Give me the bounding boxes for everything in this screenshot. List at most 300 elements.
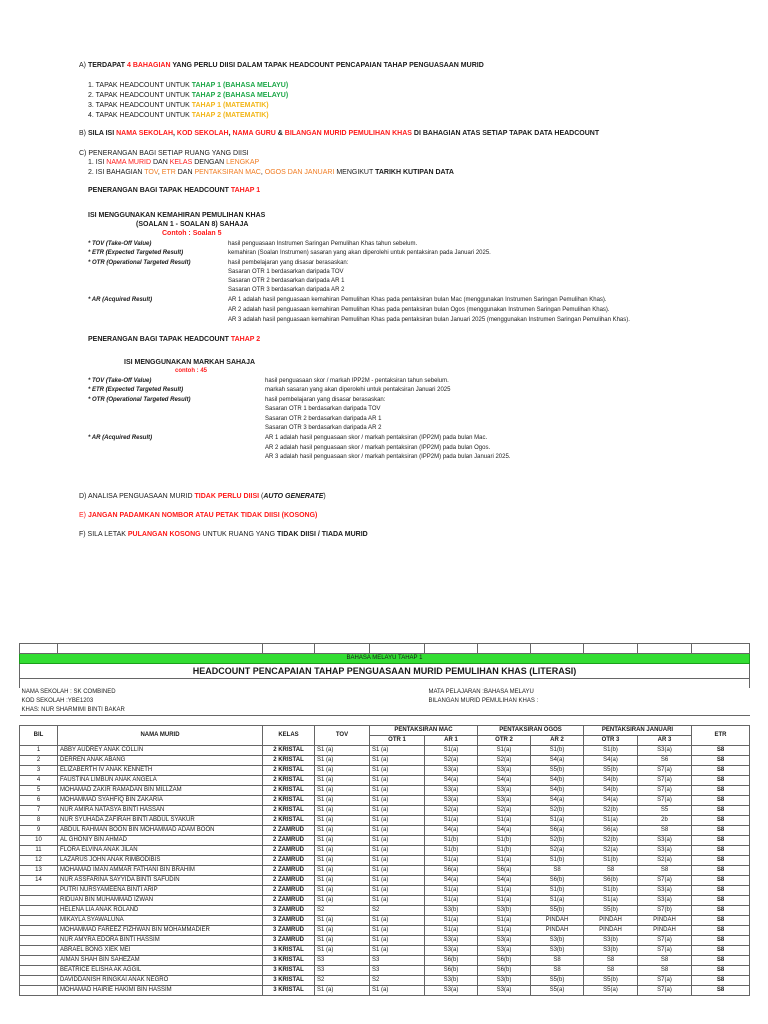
cell-etr[interactable]: S8 [692, 836, 750, 846]
cell-kelas[interactable]: 2 KRISTAL [263, 776, 315, 786]
cell-bil[interactable] [20, 926, 58, 936]
cell-otr2[interactable]: S3(a) [478, 786, 531, 796]
cell-ar1[interactable]: S1(a) [425, 856, 478, 866]
cell-ar1[interactable]: S4(a) [425, 776, 478, 786]
cell-bil[interactable]: 6 [20, 796, 58, 806]
cell-otr2[interactable]: S3(a) [478, 766, 531, 776]
cell-etr[interactable]: S8 [692, 786, 750, 796]
cell-tov[interactable]: S1 (a) [315, 986, 370, 996]
cell-nama-murid[interactable]: ABRAEL BONG XIEK MEI [58, 946, 263, 956]
cell-tov[interactable]: S1 (a) [315, 866, 370, 876]
cell-otr3[interactable]: S5(a) [584, 986, 638, 996]
cell-kelas[interactable]: 3 KRISTAL [263, 976, 315, 986]
cell-otr1[interactable]: S2 [370, 976, 425, 986]
cell-etr[interactable]: S8 [692, 866, 750, 876]
cell-nama-murid[interactable]: AL GHONIY BIN AHMAD [58, 836, 263, 846]
cell-nama-murid[interactable]: BEATRICE ELISHA AK AGGIL [58, 966, 263, 976]
cell-ar1[interactable]: S3(b) [425, 906, 478, 916]
cell-ar2[interactable]: S6(a) [531, 826, 584, 836]
cell-otr3[interactable]: S1(b) [584, 886, 638, 896]
cell-otr2[interactable]: S4(a) [478, 826, 531, 836]
cell-ar1[interactable]: S1(a) [425, 916, 478, 926]
cell-ar2[interactable]: S5(b) [531, 766, 584, 776]
cell-nama-murid[interactable]: LAZARUS JOHN ANAK RIMBODIBIS [58, 856, 263, 866]
cell-ar3[interactable]: S8 [638, 866, 692, 876]
cell-etr[interactable]: S8 [692, 986, 750, 996]
cell-ar3[interactable]: 2b [638, 816, 692, 826]
cell-otr3[interactable]: S5(b) [584, 906, 638, 916]
cell-otr3[interactable]: S4(a) [584, 756, 638, 766]
cell-otr2[interactable]: S2(a) [478, 806, 531, 816]
cell-bil[interactable]: 9 [20, 826, 58, 836]
cell-ar3[interactable]: S3(a) [638, 836, 692, 846]
cell-ar3[interactable]: S7(a) [638, 776, 692, 786]
cell-etr[interactable]: S8 [692, 946, 750, 956]
cell-tov[interactable]: S1 (a) [315, 826, 370, 836]
cell-ar1[interactable]: S1(a) [425, 746, 478, 756]
cell-nama-murid[interactable]: NUR ASSFARINA SAYYIDA BINTI SAFUDIN [58, 876, 263, 886]
cell-ar3[interactable]: S7(a) [638, 766, 692, 776]
cell-bil[interactable] [20, 986, 58, 996]
cell-tov[interactable]: S1 (a) [315, 756, 370, 766]
tahap1-ar-key: * AR (Acquired Result) [88, 297, 153, 303]
cell-nama-murid[interactable]: ABDUL RAHMAN BOON BIN MOHAMMAD ADAM BOON [58, 826, 263, 836]
cell-otr3[interactable]: S1(b) [584, 746, 638, 756]
cell-tov[interactable]: S1 (a) [315, 746, 370, 756]
cell-ar3[interactable]: S7(a) [638, 946, 692, 956]
cell-ar2[interactable]: S2(a) [531, 846, 584, 856]
cell-tov[interactable]: S1 (a) [315, 796, 370, 806]
cell-tov[interactable]: S1 (a) [315, 816, 370, 826]
cell-nama-murid[interactable]: FLORA ELVINA ANAK JILAN [58, 846, 263, 856]
cell-kelas[interactable]: 3 KRISTAL [263, 966, 315, 976]
cell-bil[interactable]: 10 [20, 836, 58, 846]
cell-otr1[interactable]: S1 (a) [370, 936, 425, 946]
header-tov[interactable]: TOV [315, 726, 370, 746]
cell-ar3[interactable]: S7(a) [638, 936, 692, 946]
cell-ar3[interactable]: S3(a) [638, 886, 692, 896]
cell-ar3[interactable]: S7(a) [638, 976, 692, 986]
cell-tov[interactable]: S1 (a) [315, 946, 370, 956]
cell-otr3[interactable]: S2(a) [584, 846, 638, 856]
cell-bil[interactable] [20, 966, 58, 976]
cell-nama-murid[interactable]: RIDUAN BIN MUHAMMAD IZWAN [58, 896, 263, 906]
cell-bil[interactable] [20, 946, 58, 956]
cell-kelas[interactable]: 3 KRISTAL [263, 986, 315, 996]
header-nama-murid[interactable]: NAMA MURID [58, 726, 263, 746]
header-otr3[interactable]: OTR 3 [584, 736, 638, 746]
cell-otr2[interactable]: S1(a) [478, 896, 531, 906]
cell-etr[interactable]: S8 [692, 756, 750, 766]
cell-kelas[interactable]: 3 ZAMRUD [263, 936, 315, 946]
cell-etr[interactable]: S8 [692, 846, 750, 856]
cell-otr3[interactable]: S6(a) [584, 826, 638, 836]
cell-ar2[interactable]: S8 [531, 866, 584, 876]
cell-bil[interactable]: 5 [20, 786, 58, 796]
cell-ar3[interactable]: PINDAH [638, 926, 692, 936]
cell-bil[interactable]: 13 [20, 866, 58, 876]
cell-bil[interactable]: 3 [20, 766, 58, 776]
cell-otr3[interactable]: S1(a) [584, 816, 638, 826]
cell-ar3[interactable]: S7(a) [638, 876, 692, 886]
cell-otr1[interactable]: S1 (a) [370, 896, 425, 906]
cell-tov[interactable]: S1 (a) [315, 916, 370, 926]
cell-ar2[interactable]: S1(a) [531, 896, 584, 906]
cell-etr[interactable]: S8 [692, 906, 750, 916]
cell-tov[interactable]: S3 [315, 966, 370, 976]
cell-nama-murid[interactable]: NUR AMYRA EDORA BINTI HASSIM [58, 936, 263, 946]
cell-etr[interactable]: S8 [692, 956, 750, 966]
cell-tov[interactable]: S1 (a) [315, 786, 370, 796]
cell-kelas[interactable]: 2 ZAMRUD [263, 866, 315, 876]
cell-etr[interactable]: S8 [692, 796, 750, 806]
cell-otr2[interactable]: S4(a) [478, 876, 531, 886]
cell-ar2[interactable]: S8 [531, 956, 584, 966]
cell-ar3[interactable]: S8 [638, 826, 692, 836]
header-ar1[interactable]: AR 1 [425, 736, 478, 746]
teacher-cell[interactable]: KHAS: NUR SHARMIMI BINTI BAKAR [21, 707, 125, 713]
cell-ar1[interactable]: S4(a) [425, 876, 478, 886]
cell-otr3[interactable]: S1(b) [584, 856, 638, 866]
cell-ar1[interactable]: S3(a) [425, 946, 478, 956]
header-otr1[interactable]: OTR 1 [370, 736, 425, 746]
cell-otr2[interactable]: S1(a) [478, 926, 531, 936]
cell-ar2[interactable]: S2(b) [531, 836, 584, 846]
cell-ar1[interactable]: S2(a) [425, 756, 478, 766]
cell-nama-murid[interactable]: MOHAMMAD SYAHFIQ BIN ZAKARIA [58, 796, 263, 806]
cell-otr1[interactable]: S3 [370, 966, 425, 976]
cell-kelas[interactable]: 2 ZAMRUD [263, 876, 315, 886]
cell-otr2[interactable]: S1(a) [478, 886, 531, 896]
cell-etr[interactable]: S8 [692, 916, 750, 926]
cell-etr[interactable]: S8 [692, 976, 750, 986]
cell-ar1[interactable]: S3(a) [425, 796, 478, 806]
cell-otr1[interactable]: S1 (a) [370, 986, 425, 996]
cell-otr2[interactable]: S3(b) [478, 976, 531, 986]
cell-tov[interactable]: S3 [315, 956, 370, 966]
cell-kelas[interactable]: 2 KRISTAL [263, 746, 315, 756]
cell-otr1[interactable]: S1 (a) [370, 746, 425, 756]
cell-ar1[interactable]: S6(b) [425, 966, 478, 976]
cell-ar3[interactable]: S7(b) [638, 906, 692, 916]
student-count-cell[interactable]: BILANGAN MURID PEMULIHAN KHAS : [428, 698, 539, 704]
cell-kelas[interactable]: 2 ZAMRUD [263, 886, 315, 896]
cell-ar3[interactable]: PINDAH [638, 916, 692, 926]
cell-ar2[interactable]: S5(a) [531, 986, 584, 996]
cell-tov[interactable]: S1 (a) [315, 936, 370, 946]
cell-bil[interactable]: 1 [20, 746, 58, 756]
cell-otr2[interactable]: S1(a) [478, 746, 531, 756]
cell-ar2[interactable]: S5(b) [531, 906, 584, 916]
cell-kelas[interactable]: 2 KRISTAL [263, 756, 315, 766]
cell-otr3[interactable]: S8 [584, 866, 638, 876]
cell-ar2[interactable]: S1(b) [531, 886, 584, 896]
cell-otr3[interactable]: S2(b) [584, 836, 638, 846]
cell-otr3[interactable]: S8 [584, 966, 638, 976]
cell-otr3[interactable]: S2(b) [584, 806, 638, 816]
cell-ar3[interactable]: S6 [638, 756, 692, 766]
cell-nama-murid[interactable]: MOHAMAD HAIRIE HAKIMI BIN HASSIM [58, 986, 263, 996]
table-row [20, 876, 750, 886]
cell-kelas[interactable]: 3 KRISTAL [263, 956, 315, 966]
cell-etr[interactable]: S8 [692, 746, 750, 756]
cell-kelas[interactable]: 2 KRISTAL [263, 796, 315, 806]
header-ar2[interactable]: AR 2 [531, 736, 584, 746]
cell-ar1[interactable]: S1(a) [425, 816, 478, 826]
cell-otr3[interactable]: S1(a) [584, 896, 638, 906]
cell-kelas[interactable]: 2 KRISTAL [263, 806, 315, 816]
cell-ar1[interactable]: S6(a) [425, 866, 478, 876]
cell-otr1[interactable]: S1 (a) [370, 876, 425, 886]
cell-nama-murid[interactable]: DERREN ANAK ABANG [58, 756, 263, 766]
subject-band[interactable]: BAHASA MELAYU TAHAP 1 [20, 654, 750, 664]
cell-ar2[interactable]: S3(b) [531, 946, 584, 956]
cell-ar3[interactable]: S7(a) [638, 986, 692, 996]
cell-otr1[interactable]: S1 (a) [370, 786, 425, 796]
cell-otr3[interactable]: S5(b) [584, 766, 638, 776]
cell-ar1[interactable]: S1(a) [425, 896, 478, 906]
cell-nama-murid[interactable]: ABBY AUDREY ANAK COLLIN [58, 746, 263, 756]
cell-otr1[interactable]: S1 (a) [370, 766, 425, 776]
cell-ar1[interactable]: S6(b) [425, 956, 478, 966]
cell-nama-murid[interactable]: NUR AMIRA NATASYA BINTI HASSAN [58, 806, 263, 816]
cell-otr1[interactable]: S3 [370, 956, 425, 966]
cell-tov[interactable]: S2 [315, 906, 370, 916]
cell-etr[interactable]: S8 [692, 776, 750, 786]
cell-otr1[interactable]: S1 (a) [370, 836, 425, 846]
cell-ar1[interactable]: S3(a) [425, 766, 478, 776]
cell-nama-murid[interactable]: ELIZABERTH IV ANAK KENNETH [58, 766, 263, 776]
cell-otr1[interactable]: S1 (a) [370, 826, 425, 836]
cell-otr1[interactable]: S1 (a) [370, 926, 425, 936]
cell-kelas[interactable]: 3 KRISTAL [263, 946, 315, 956]
cell-kelas[interactable]: 2 KRISTAL [263, 816, 315, 826]
cell-ar1[interactable]: S3(a) [425, 936, 478, 946]
cell-otr2[interactable]: S3(a) [478, 796, 531, 806]
cell-ar2[interactable]: PINDAH [531, 916, 584, 926]
cell-otr1[interactable]: S1 (a) [370, 756, 425, 766]
cell-nama-murid[interactable]: MOHAMMAD FAREEZ FIZHWAN BIN MOHAMMADIER [58, 926, 263, 936]
cell-ar2[interactable]: PINDAH [531, 926, 584, 936]
subject-cell[interactable]: MATA PELAJARAN :BAHASA MELAYU [428, 689, 534, 695]
cell-nama-murid[interactable]: DAVIDDANISH RINGKAI ANAK NEGRO [58, 976, 263, 986]
cell-otr2[interactable]: S4(a) [478, 776, 531, 786]
cell-otr3[interactable]: S4(b) [584, 776, 638, 786]
cell-otr2[interactable]: S6(b) [478, 966, 531, 976]
header-bil[interactable]: BIL [20, 726, 58, 746]
cell-ar2[interactable]: S3(b) [531, 936, 584, 946]
header-pentaksiran-ogos[interactable]: PENTAKSIRAN OGOS [478, 726, 584, 736]
cell-bil[interactable]: 14 [20, 876, 58, 886]
cell-ar1[interactable]: S1(b) [425, 846, 478, 856]
cell-etr[interactable]: S8 [692, 896, 750, 906]
cell-bil[interactable]: 12 [20, 856, 58, 866]
cell-etr[interactable]: S8 [692, 806, 750, 816]
cell-otr1[interactable]: S1 (a) [370, 806, 425, 816]
cell-bil[interactable]: 7 [20, 806, 58, 816]
cell-etr[interactable]: S8 [692, 856, 750, 866]
cell-otr3[interactable]: S5(b) [584, 976, 638, 986]
cell-nama-murid[interactable]: NUR SYUHADA ZAFIRAH BINTI ABDUL SYAKUR [58, 816, 263, 826]
cell-bil[interactable]: 11 [20, 846, 58, 856]
cell-nama-murid[interactable]: AIMAN SHAH BIN SAHEZAM [58, 956, 263, 966]
cell-otr1[interactable]: S1 (a) [370, 946, 425, 956]
cell-ar3[interactable]: S3(a) [638, 896, 692, 906]
cell-ar1[interactable]: S1(a) [425, 926, 478, 936]
cell-bil[interactable] [20, 976, 58, 986]
cell-otr2[interactable]: S1(b) [478, 846, 531, 856]
cell-etr[interactable]: S8 [692, 816, 750, 826]
cell-otr2[interactable]: S6(b) [478, 956, 531, 966]
cell-etr[interactable]: S8 [692, 876, 750, 886]
cell-bil[interactable] [20, 886, 58, 896]
cell-tov[interactable]: S1 (a) [315, 856, 370, 866]
header-pentaksiran-mac[interactable]: PENTAKSIRAN MAC [370, 726, 478, 736]
cell-ar3[interactable]: S3(a) [638, 846, 692, 856]
cell-nama-murid[interactable]: FAUSTINA LIMBUN ANAK ANGELA [58, 776, 263, 786]
tahap1-otr-value-2: Sasaran OTR 1 berdasarkan daripada TOV [228, 269, 344, 275]
cell-otr1[interactable]: S1 (a) [370, 816, 425, 826]
cell-tov[interactable]: S1 (a) [315, 886, 370, 896]
cell-tov[interactable]: S1 (a) [315, 776, 370, 786]
cell-etr[interactable]: S8 [692, 886, 750, 896]
cell-otr2[interactable]: S3(b) [478, 906, 531, 916]
cell-otr2[interactable]: S3(a) [478, 986, 531, 996]
cell-ar2[interactable]: S5(b) [531, 976, 584, 986]
cell-etr[interactable]: S8 [692, 926, 750, 936]
cell-bil[interactable] [20, 936, 58, 946]
cell-otr1[interactable]: S2 [370, 906, 425, 916]
cell-ar3[interactable]: S8 [638, 956, 692, 966]
cell-nama-murid[interactable]: PUTRI NURSYAMEENA BINTI ARIP [58, 886, 263, 896]
cell-ar1[interactable]: S3(a) [425, 786, 478, 796]
sheet-title[interactable]: HEADCOUNT PENCAPAIAN TAHAP PENGUASAAN MURID PEMULIHAN KHAS (LITERASI) [20, 664, 750, 679]
cell-ar2[interactable]: S8 [531, 966, 584, 976]
cell-otr1[interactable]: S1 (a) [370, 866, 425, 876]
cell-ar3[interactable]: S8 [638, 966, 692, 976]
cell-ar2[interactable]: S4(b) [531, 786, 584, 796]
cell-ar2[interactable]: S1(b) [531, 856, 584, 866]
cell-otr3[interactable]: PINDAH [584, 916, 638, 926]
header-otr2[interactable]: OTR 2 [478, 736, 531, 746]
cell-ar3[interactable]: S3(a) [638, 746, 692, 756]
cell-tov[interactable]: S2 [315, 976, 370, 986]
header-kelas[interactable]: KELAS [263, 726, 315, 746]
header-pentaksiran-januari[interactable]: PENTAKSIRAN JANUARI [584, 726, 692, 736]
cell-tov[interactable]: S1 (a) [315, 846, 370, 856]
cell-etr[interactable]: S8 [692, 966, 750, 976]
cell-tov[interactable]: S1 (a) [315, 896, 370, 906]
cell-kelas[interactable]: 2 KRISTAL [263, 766, 315, 776]
cell-nama-murid[interactable]: MOHAMAD ZAKIR RAMADAN BIN MILLZAM [58, 786, 263, 796]
cell-ar1[interactable]: S1(b) [425, 836, 478, 846]
cell-otr1[interactable]: S1 (a) [370, 796, 425, 806]
cell-otr1[interactable]: S1 (a) [370, 846, 425, 856]
cell-ar3[interactable]: S5 [638, 806, 692, 816]
cell-otr2[interactable]: S3(a) [478, 946, 531, 956]
cell-otr1[interactable]: S1 (a) [370, 776, 425, 786]
cell-ar1[interactable]: S3(a) [425, 986, 478, 996]
cell-otr3[interactable]: S3(b) [584, 946, 638, 956]
cell-ar3[interactable]: S7(a) [638, 786, 692, 796]
cell-otr3[interactable]: PINDAH [584, 926, 638, 936]
cell-otr2[interactable]: S1(a) [478, 916, 531, 926]
school-code-cell[interactable]: KOD SEKOLAH :YBE1203 [21, 698, 94, 704]
cell-etr[interactable]: S8 [692, 936, 750, 946]
cell-kelas[interactable]: 2 ZAMRUD [263, 856, 315, 866]
cell-kelas[interactable]: 2 KRISTAL [263, 786, 315, 796]
cell-kelas[interactable]: 2 ZAMRUD [263, 846, 315, 856]
cell-kelas[interactable]: 3 ZAMRUD [263, 916, 315, 926]
cell-bil[interactable] [20, 906, 58, 916]
cell-otr1[interactable]: S1 (a) [370, 886, 425, 896]
cell-ar1[interactable]: S4(a) [425, 826, 478, 836]
cell-otr2[interactable]: S3(a) [478, 936, 531, 946]
cell-nama-murid[interactable]: HELENA LIA ANAK ROLAND [58, 906, 263, 916]
cell-tov[interactable]: S1 (a) [315, 806, 370, 816]
header-etr[interactable]: ETR [692, 726, 750, 746]
cell-kelas[interactable]: 2 ZAMRUD [263, 896, 315, 906]
cell-ar2[interactable]: S1(a) [531, 816, 584, 826]
cell-bil[interactable]: 4 [20, 776, 58, 786]
cell-tov[interactable]: S1 (a) [315, 926, 370, 936]
cell-ar1[interactable]: S1(a) [425, 886, 478, 896]
cell-etr[interactable]: S8 [692, 826, 750, 836]
cell-ar2[interactable]: S2(b) [531, 806, 584, 816]
cell-tov[interactable]: S1 (a) [315, 766, 370, 776]
cell-ar2[interactable]: S4(b) [531, 776, 584, 786]
cell-bil[interactable] [20, 916, 58, 926]
cell-nama-murid[interactable]: MOHAMAD IMAN AMMAR FATHANI BIN BRAHIM [58, 866, 263, 876]
cell-ar2[interactable]: S4(a) [531, 756, 584, 766]
cell-nama-murid[interactable]: MIKAYLA SYAWALUNA [58, 916, 263, 926]
cell-ar1[interactable]: S3(b) [425, 976, 478, 986]
cell-bil[interactable] [20, 896, 58, 906]
cell-kelas[interactable]: 2 ZAMRUD [263, 836, 315, 846]
cell-tov[interactable]: S1 (a) [315, 836, 370, 846]
cell-otr2[interactable]: S2(a) [478, 756, 531, 766]
cell-ar2[interactable]: S4(a) [531, 796, 584, 806]
cell-otr2[interactable]: S1(a) [478, 856, 531, 866]
cell-ar3[interactable]: S7(a) [638, 796, 692, 806]
cell-ar3[interactable]: S2(a) [638, 856, 692, 866]
cell-otr3[interactable]: S4(b) [584, 786, 638, 796]
header-ar3[interactable]: AR 3 [638, 736, 692, 746]
cell-kelas[interactable]: 2 ZAMRUD [263, 826, 315, 836]
cell-tov[interactable]: S1 (a) [315, 876, 370, 886]
cell-otr3[interactable]: S6(b) [584, 876, 638, 886]
cell-otr2[interactable]: S1(b) [478, 836, 531, 846]
cell-ar1[interactable]: S2(a) [425, 806, 478, 816]
cell-bil[interactable] [20, 956, 58, 966]
section-f-text: F) SILA LETAK PULANGAN KOSONG UNTUK RUANG YANG TIDAK DIISI / TIADA MURID [79, 531, 368, 538]
cell-bil[interactable]: 2 [20, 756, 58, 766]
cell-otr1[interactable]: S1 (a) [370, 916, 425, 926]
cell-otr1[interactable]: S1 (a) [370, 856, 425, 866]
cell-bil[interactable]: 8 [20, 816, 58, 826]
cell-otr2[interactable]: S1(a) [478, 816, 531, 826]
cell-otr2[interactable]: S6(a) [478, 866, 531, 876]
school-name-cell[interactable]: NAMA SEKOLAH : SK COMBINED [21, 689, 116, 695]
cell-ar2[interactable]: S6(b) [531, 876, 584, 886]
cell-ar2[interactable]: S1(b) [531, 746, 584, 756]
cell-kelas[interactable]: 3 ZAMRUD [263, 906, 315, 916]
cell-etr[interactable]: S8 [692, 766, 750, 776]
cell-kelas[interactable]: 3 ZAMRUD [263, 926, 315, 936]
cell-otr3[interactable]: S3(b) [584, 936, 638, 946]
cell-otr3[interactable]: S4(a) [584, 796, 638, 806]
cell-otr3[interactable]: S8 [584, 956, 638, 966]
